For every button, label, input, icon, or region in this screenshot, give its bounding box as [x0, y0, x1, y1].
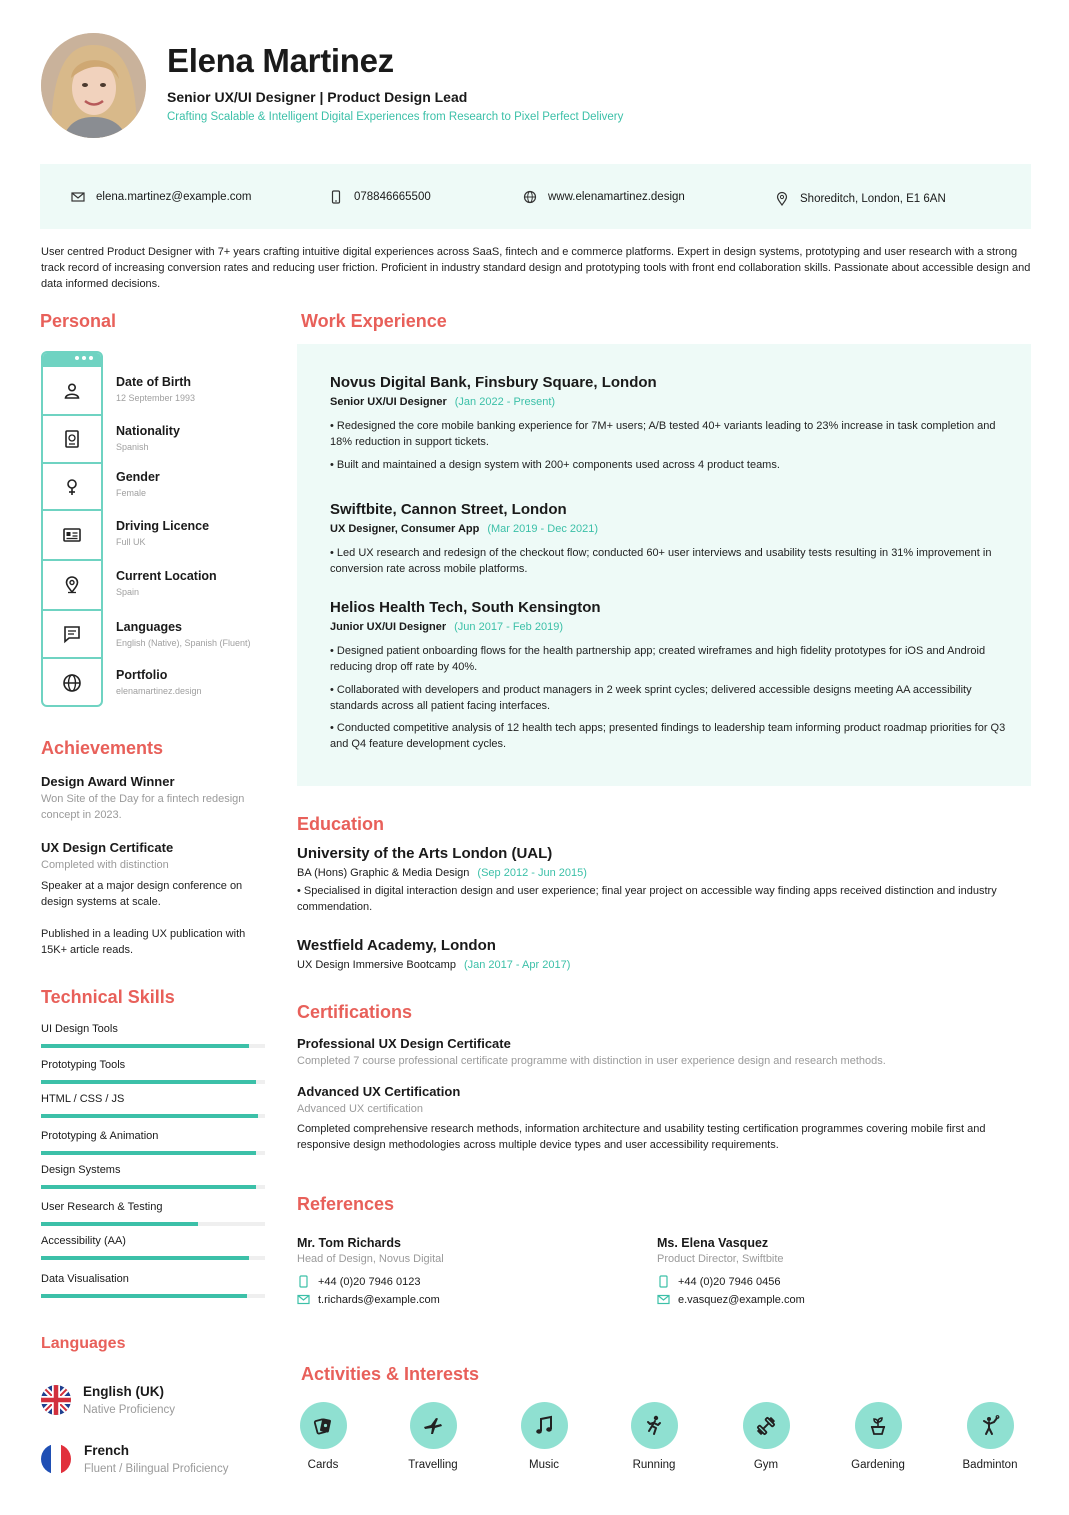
skill-name: HTML / CSS / JS: [41, 1093, 125, 1105]
personal-label: Driving Licence: [116, 519, 210, 533]
job-company: Novus Digital Bank, Finsbury Square, London: [330, 374, 657, 391]
person-icon: [43, 367, 101, 416]
job-entry: [330, 599, 1010, 752]
contact-email[interactable]: [70, 164, 252, 229]
personal-item: [116, 519, 209, 547]
certification-sub: Advanced UX certification: [297, 1103, 423, 1115]
education-entry: [297, 937, 1022, 971]
language-level: Fluent / Bilingual Proficiency: [84, 1463, 229, 1475]
education-dates: (Jan 2017 - Apr 2017): [463, 959, 571, 971]
skill-item: [41, 1235, 265, 1247]
skill-item: [41, 1130, 265, 1142]
personal-label: Nationality: [116, 424, 180, 438]
website-text: www.elenamartinez.design: [548, 190, 685, 203]
phone-icon: [657, 1275, 670, 1288]
skill-item: [41, 1164, 265, 1176]
skill-item: [41, 1201, 265, 1213]
personal-item: [116, 470, 160, 498]
achievement-title: UX Design Certificate: [41, 840, 174, 855]
job-entry: [330, 374, 1010, 473]
job-bullet: • Built and maintained a design system with 200+ components used across 4 product teams.: [330, 459, 780, 471]
job-dates: (Jun 2017 - Feb 2019): [454, 621, 563, 633]
personal-label: Languages: [116, 620, 182, 634]
achievement-title: Design Award Winner: [41, 774, 175, 789]
personal-value: elenamartinez.design: [116, 686, 202, 696]
plant-pot-icon: [855, 1402, 902, 1449]
reference-role: Head of Design, Novus Digital: [297, 1253, 444, 1265]
certification-description: Completed comprehensive research methods, information architecture and usability testing certification programmes covering mobile first and responsive design methodologies across multiple device types and user accessibility requirements.: [297, 1123, 986, 1151]
personal-label: Portfolio: [116, 668, 168, 682]
job-dates: (Jan 2022 - Present): [454, 396, 556, 408]
contact-phone[interactable]: [328, 164, 431, 229]
dumbbell-icon: [743, 1402, 790, 1449]
professional-summary: User centred Product Designer with 7+ years crafting intuitive digital experiences across SaaS, fintech and e commerce platforms. Expert in design systems, prototyping and user research with a strong track record of increasing conversion rates and reducing user friction. Proficient in industry standard design and prototyping tools with front end collaboration skills. Passionate about accessible design and data informed decisions.: [41, 246, 1031, 290]
job-bullet: • Led UX research and redesign of the checkout flow; conducted 60+ user interviews and usability tests resulting in 31% improvement in conversion rate across mobile platforms.: [330, 547, 992, 575]
personal-heading: Personal: [40, 311, 117, 331]
achievement-sub: Won Site of the Day for a fintech redesign concept in 2023.: [41, 793, 245, 821]
job-company: Swiftbite, Cannon Street, London: [330, 501, 567, 518]
job-bullet: • Collaborated with developers and product managers in 2 week sprint cycles; delivered accessible designs meeting AA accessibility standards across all patient facing interfaces.: [330, 684, 972, 712]
activity-label: Cards: [307, 1459, 339, 1471]
language-level: Native Proficiency: [83, 1404, 176, 1416]
skill-bar: [41, 1151, 256, 1155]
activity-label: Badminton: [962, 1459, 1018, 1471]
contact-location: [774, 166, 946, 231]
achievements-heading: Achievements: [41, 738, 164, 758]
skill-bar: [41, 1114, 258, 1118]
personal-item: [116, 668, 202, 696]
reference-role: Product Director, Swiftbite: [657, 1253, 784, 1265]
skill-item: [41, 1059, 265, 1071]
personal-value: Spanish: [116, 442, 149, 452]
runner-icon: [631, 1402, 678, 1449]
reference-email[interactable]: [297, 1293, 627, 1306]
skill-bar: [41, 1080, 256, 1084]
languages-heading: Languages: [41, 1335, 126, 1352]
skills-heading: Technical Skills: [41, 987, 175, 1007]
location-pin-icon: [43, 561, 101, 611]
airplane-icon: [410, 1402, 457, 1449]
activity-item: [504, 1402, 584, 1471]
contact-website[interactable]: [522, 164, 685, 229]
skill-name: Accessibility (AA): [41, 1235, 126, 1247]
job-role: Junior UX/UI Designer: [330, 621, 447, 633]
achievement-sub: Completed with distinction: [41, 859, 169, 871]
job-role: UX Designer, Consumer App: [330, 523, 480, 535]
reference-name: Ms. Elena Vasquez: [657, 1236, 769, 1250]
degree: BA (Hons) Graphic & Media Design: [297, 867, 470, 879]
skill-bar: [41, 1044, 249, 1048]
female-icon: [43, 464, 101, 511]
personal-icon-panel: [41, 351, 103, 707]
reference-phone[interactable]: [657, 1275, 987, 1288]
skill-item: [41, 1093, 265, 1105]
job-entry: [330, 501, 1010, 577]
references-heading: References: [297, 1194, 395, 1214]
skill-item: [41, 1273, 265, 1285]
phone-icon: [297, 1275, 310, 1288]
language-item: [83, 1384, 175, 1416]
skill-name: User Research & Testing: [41, 1201, 163, 1213]
envelope-icon: [657, 1293, 670, 1306]
personal-item: [116, 569, 217, 597]
education-dates: (Sep 2012 - Jun 2015): [477, 867, 587, 879]
passport-icon: [43, 416, 101, 464]
job-bullet: • Redesigned the core mobile banking experience for 7M+ users; A/B tested 40+ variants leading to 23% increase in task completion and 18% reduction in support tickets.: [330, 420, 996, 448]
personal-item: [116, 375, 195, 403]
degree: UX Design Immersive Bootcamp: [297, 959, 456, 971]
language-item: [84, 1443, 228, 1475]
cards-icon: [300, 1402, 347, 1449]
skill-name: UI Design Tools: [41, 1023, 118, 1035]
education-bullet: • Specialised in digital interaction design and user experience; final year project on accessible way finding apps received distinction and industry commendation.: [297, 885, 997, 913]
reference-card: [657, 1236, 987, 1306]
skill-bar: [41, 1256, 249, 1260]
profile-photo: [41, 33, 146, 138]
skill-item: [41, 1023, 265, 1035]
achievement-note: Speaker at a major design conference on design systems at scale.: [41, 880, 243, 908]
reference-phone-text: +44 (0)20 7946 0123: [318, 1275, 421, 1288]
tagline: Crafting Scalable & Intelligent Digital Experiences from Research to Pixel Perfect Delivery: [167, 111, 624, 123]
contact-bar: [40, 164, 1031, 229]
personal-value: Full UK: [116, 537, 146, 547]
personal-value: English (Native), Spanish (Fluent): [116, 638, 251, 648]
achievement-item: [41, 840, 261, 873]
school-name: University of the Arts London (UAL): [297, 845, 553, 862]
job-bullet: • Conducted competitive analysis of 12 health tech apps; presented findings to leadership team informing product roadmap priorities for Q3 and Q4 feature development cycles.: [330, 722, 1006, 750]
activity-label: Running: [632, 1459, 676, 1471]
job-bullet: • Designed patient onboarding flows for the health partnership app; created wireframes and high fidelity prototypes for iOS and Android reducing drop off rate by 40%.: [330, 645, 986, 673]
skill-bar: [41, 1185, 256, 1189]
activity-item: [614, 1402, 694, 1471]
language-name: French: [84, 1443, 130, 1458]
phone-text: 078846665500: [354, 190, 431, 203]
reference-phone-text: +44 (0)20 7946 0456: [678, 1275, 781, 1288]
badminton-player-icon: [967, 1402, 1014, 1449]
education-heading: Education: [297, 814, 385, 834]
globe-icon: [43, 659, 101, 707]
france-flag-icon: [41, 1444, 71, 1474]
reference-name: Mr. Tom Richards: [297, 1236, 401, 1250]
achievement-note: Published in a leading UX publication with 15K+ article reads.: [41, 928, 246, 956]
personal-value: Female: [116, 488, 147, 498]
reference-email-text: t.richards@example.com: [318, 1293, 440, 1306]
job-title: Senior UX/UI Designer | Product Design Lead: [167, 89, 468, 105]
skill-name: Design Systems: [41, 1164, 121, 1176]
certification-item: [297, 1036, 1022, 1067]
activity-item: [950, 1402, 1030, 1471]
envelope-icon: [70, 189, 86, 205]
location-text: Shoreditch, London, E1 6AN: [800, 192, 946, 205]
envelope-icon: [297, 1293, 310, 1306]
chat-icon: [43, 611, 101, 659]
candidate-name: Elena Martinez: [167, 42, 394, 79]
activity-item: [838, 1402, 918, 1471]
achievement-item: [41, 774, 256, 823]
school-name: Westfield Academy, London: [297, 937, 496, 954]
activities-heading: Activities & Interests: [301, 1364, 480, 1384]
job-dates: (Mar 2019 - Dec 2021): [487, 523, 599, 535]
certification-title: Professional UX Design Certificate: [297, 1036, 511, 1051]
music-note-icon: [521, 1402, 568, 1449]
personal-item: [116, 424, 180, 452]
certification-sub: Completed 7 course professional certificate programme with distinction in user experience design and research methods.: [297, 1055, 886, 1067]
personal-label: Current Location: [116, 569, 217, 583]
language-name: English (UK): [83, 1384, 164, 1399]
certifications-heading: Certifications: [297, 1002, 413, 1022]
location-pin-icon: [774, 191, 790, 207]
activity-item: [393, 1402, 473, 1471]
skill-name: Data Visualisation: [41, 1273, 129, 1285]
activity-item: [726, 1402, 806, 1471]
reference-phone[interactable]: [297, 1275, 627, 1288]
reference-card: [297, 1236, 627, 1306]
job-company: Helios Health Tech, South Kensington: [330, 599, 601, 616]
uk-flag-icon: [41, 1385, 71, 1415]
skill-name: Prototyping & Animation: [41, 1130, 159, 1142]
job-role: Senior UX/UI Designer: [330, 396, 447, 408]
activity-label: Music: [528, 1459, 560, 1471]
certification-item: [297, 1084, 1022, 1153]
personal-item: [116, 620, 251, 648]
skill-bar: [41, 1294, 247, 1298]
personal-label: Date of Birth: [116, 375, 191, 389]
activity-label: Gardening: [851, 1459, 905, 1471]
personal-value: Spain: [116, 587, 140, 597]
skill-name: Prototyping Tools: [41, 1059, 126, 1071]
phone-icon: [328, 189, 344, 205]
activity-label: Gym: [753, 1459, 779, 1471]
skill-bar: [41, 1222, 198, 1226]
reference-email[interactable]: [657, 1293, 987, 1306]
education-entry: [297, 845, 1022, 915]
activity-item: [283, 1402, 363, 1471]
personal-label: Gender: [116, 470, 160, 484]
globe-icon: [522, 189, 538, 205]
id-card-icon: [43, 511, 101, 561]
work-heading: Work Experience: [301, 311, 447, 331]
certification-title: Advanced UX Certification: [297, 1084, 461, 1099]
personal-value: 12 September 1993: [116, 393, 196, 403]
activity-label: Travelling: [408, 1459, 458, 1471]
reference-email-text: e.vasquez@example.com: [678, 1293, 805, 1306]
email-text: elena.martinez@example.com: [96, 190, 252, 203]
